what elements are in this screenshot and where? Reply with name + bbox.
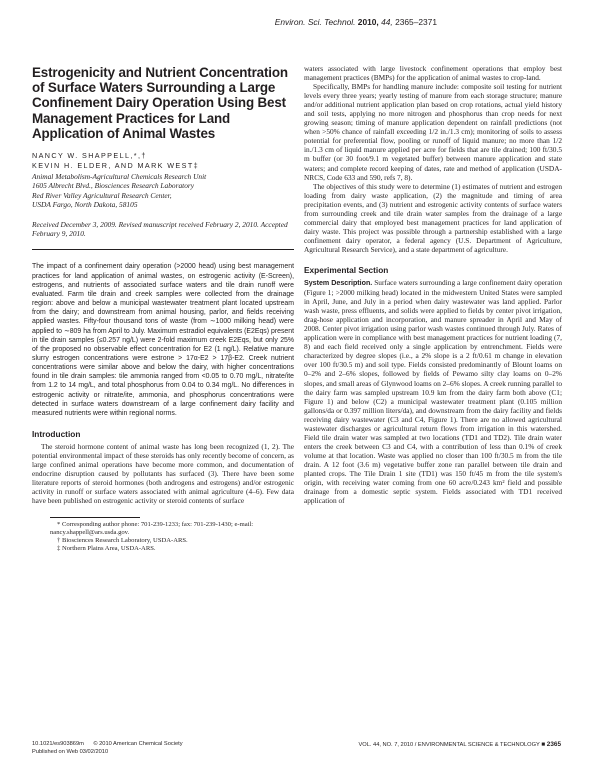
authors-line-1: NANCY W. SHAPPELL,*,† bbox=[32, 151, 147, 161]
paragraph-objectives: The objectives of this study were to determine (1) estimates of nutrient and estrogen loading from dairy waste application, (2) the magnitude and timing of area precipitation events, and (3) nutrient and estrogenic activity contents of surface waters from surrounding creek and tile drain water samples from the drainage of a large commercial dairy that employed best management practices for land application of dairy waste. This project was possible through a partnership established with a large confinement dairy operator, a federal agency (U.S. Department of Agriculture, Agricultural Research Service), and a state department of agriculture. bbox=[304, 181, 562, 254]
journal-volume: 44, bbox=[381, 17, 393, 27]
experimental-body bbox=[304, 278, 562, 505]
footer-right bbox=[359, 741, 562, 748]
page-marker: ■ bbox=[541, 741, 546, 748]
paragraph-bmp: Specifically, BMPs for handling manure include: composite soil testing for nutrient levels every three years; yearly testing of manure from each storage structure; manure and/or additional nutrient application plan based on crop rotations, actual yield history and soil tests, applying no more nitrogen and phosphorus than crop needs for next growing season; timing of manure application dependent on rainfall predictions (not when >50% chance of rainfall exceeding 1/2 in./1.3 cm); monitoring of soils to assess potential for preferential flow, pooling or runoff of liquid manure; no more than 1/2 in./1.3 cm of liquid manure applied per acre for fields that are tile drained; 100 ft/30.5 m buffer (or 30 foot/9.1 m vegetated buffer) between manure application and state waters; and complete record keeping of dates, rate and method of application (USDA-NRCS, Code 633 and 590, refs 7, 8). bbox=[304, 82, 562, 182]
left-column bbox=[32, 60, 294, 553]
intro-continued bbox=[304, 64, 562, 254]
affiliation bbox=[32, 172, 294, 210]
paragraph-continued: waters associated with large livestock confinement operations that employ best management practices (BMPs) for the application of animal wastes to crop-land. bbox=[304, 64, 562, 83]
footer-left bbox=[32, 741, 183, 756]
footnotes bbox=[32, 521, 294, 553]
footnote-affiliation-2: ‡ Northern Plains Area, USDA-ARS. bbox=[57, 545, 156, 553]
journal-issue: VOL. 44, NO. 7, 2010 / ENVIRONMENTAL SCIENCE & TECHNOLOGY bbox=[358, 742, 540, 748]
doi: 10.1021/es903869m bbox=[32, 741, 84, 747]
introduction-paragraph: The steroid hormone content of animal waste has long been recognized (1, 2). The potential environmental impact of these steroids has only recently become of concern, as large confined animal operations have become more common, and documentation of endocrine disruption caused by pollutants has surfaced (3). There have been some literature reports of steroid hormones (both androgens and estrogens) and/or estrogenic activity in runoff or surface waters associated with animal agriculture (4–6). Few data have been published on estrogenic activity or steroid contents of surface bbox=[32, 442, 294, 506]
published-date: Published on Web 03/02/2010 bbox=[32, 748, 109, 755]
affiliation-line: 1605 Albrecht Blvd., Biosciences Research Laboratory bbox=[32, 181, 195, 191]
article-title: Estrogenicity and Nutrient Concentration of Surface Waters Surrounding a Large Confinement Dairy Operation Using Best Management Practices for Land Application of Animal Wastes bbox=[32, 65, 288, 141]
experimental-heading: Experimental Section bbox=[304, 264, 389, 275]
right-column bbox=[304, 60, 562, 505]
journal-pages: 2365–2371 bbox=[395, 17, 437, 27]
affiliation-line: Red River Valley Agricultural Research Center, bbox=[32, 190, 172, 200]
introduction-body bbox=[32, 442, 294, 505]
authors-line-2: KEVIN H. ELDER, AND MARK WEST‡ bbox=[32, 161, 200, 171]
system-description-text: Surface waters surrounding a large confinement dairy operation (Figure 1; >2000 milking head) located in the midwestern United States were sampled in April, June, and July in a period when dairy wastewater was land applied. Parlor wash waste, press effluents, and solids were applied to fields by center pivot irrigation, drag-hose application and incorporation, and manure spreader in April and May of 2008. Center pivot irrigation using parlor wash wastes continued through July. Rates of application were in compliance with best management practices for nutrient loading (7, 8) and each field received only a single application by entrenchment. Fields were characterized by degree slopes (i.e., a 2% slope is a 2 ft/0.61 m change in elevation over 100 ft/30.5 m) and soil type. Fields consisted predominantly of Blount loams on 0–2% and 2–6% slopes, followed by fields of Pewamo silty clay loams on 0–2% slopes, and small areas of Glynwood loams on 2–6% slopes. A creek running parallel to the dairy farm was sampled upstream 10.9 km from the dairy farm both above (C1; Figure 1) and below (C2) a municipal wastewater treatment plant (0.105 million gallons/da or 0.397 million liters/da), and downstream from the dairy facility and fields receiving dairy wastewater (C3 and C4, Figure 1). There are no allowed agricultural wastewater discharges or agricultural return flows from irrigation in this watershed. Field tile drain water was sampled at two locations (TD1 and TD2). Tile drain water enters the creek between C3 and C4, with a contribution of less than 0.1% of creek volume at that location. Waste was applied no closer than 100 ft/30.5 m from the tile drain. A 12 foot (3.6 m) vegetative buffer zone ran parallel between tile drain and planted crops. The Tile Drain 1 site (TD1) was 150 ft/45 m from the tile system's origin, with receiving water coming from one 60 acre/0.243 km² field and possible drainage from a domestic septic system. Fields associated with TD1 received application of bbox=[304, 277, 563, 506]
copyright: © 2010 American Chemical Society bbox=[93, 741, 183, 747]
abstract-divider bbox=[32, 249, 294, 250]
affiliation-line: Animal Metabolism-Agricultural Chemicals Research Unit bbox=[32, 172, 207, 182]
abstract: The impact of a confinement dairy operation (>2000 head) using best management practices for land application of animal wastes, on estrogenic activity (E-Screen), estrogens, and nutrients of associated surface waters and tile drain runoff were evaluated. Farm tile drain and creek samples were collected from the drainage region: above and below a municipal wastewater treatment plant located upstream from the dairy; and downstream from animal housing, parlor, and fields receiving applied wastes. Fifty-four thousand tons of waste (from ∼1000 milking head) were applied to ∼809 ha from April to July. Maximum estradiol equivalents (E2Eqs) present in tile drain samples (≤0.257 ng/L) were 2-fold maximum creek E2Eqs, but only 25% of the proposed no observable effect concentration for E2 (1 ng/L). Relative manure slurry estrogen concentrations were estrone > 17α-E2 > 17β-E2. Creek nutrient concentrations were similar above and below the dairy, with higher concentrations found in tile drain samples: tile ammonia ranged from <0.05 to 0.70 mg/L, nitrate/ite from 1.2 to 14 mg/L, and total phosphorus from 0.04 to 0.34 mg/L. No differences in estrogenic activity or nitrate/ite, ammonia, and phosphorus concentrations were detected in surface waters downstream of a large confinement dairy facility and measured nutrients were within regional norms. bbox=[32, 263, 294, 417]
journal-name: Environ. Sci. Technol. bbox=[274, 17, 356, 27]
author-list bbox=[32, 151, 294, 171]
introduction-heading: Introduction bbox=[32, 429, 81, 440]
footnote-affiliation-1: † Biosciences Research Laboratory, USDA-ARS. bbox=[57, 537, 188, 545]
affiliation-line: USDA Fargo, North Dakota, 58105 bbox=[32, 200, 138, 210]
page-number: 2365 bbox=[546, 741, 561, 748]
received-dates: Received December 3, 2009. Revised manuscript received February 2, 2010. Accepted February 9, 2010. bbox=[32, 219, 288, 239]
system-description-subhead: System Description. bbox=[304, 278, 373, 287]
footnote-corresponding: * Corresponding author phone: 701-239-1233; fax: 701-239-1430; e-mail: nancy.shappell@ars.usda.gov. bbox=[50, 521, 254, 537]
system-description-paragraph bbox=[304, 278, 562, 505]
journal-citation bbox=[275, 17, 437, 27]
journal-year: 2010, bbox=[357, 17, 379, 27]
footnote-divider bbox=[50, 517, 140, 518]
